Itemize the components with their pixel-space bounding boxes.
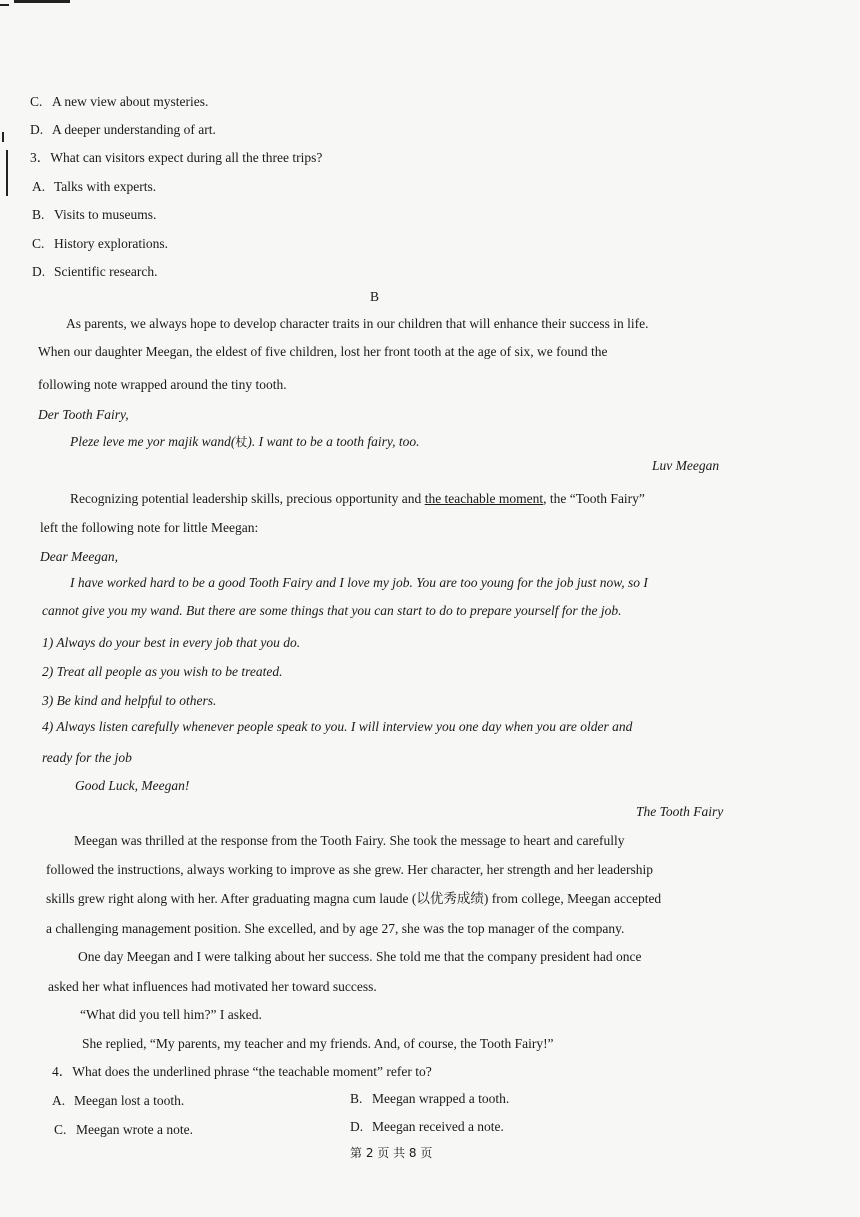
paragraph-3-line: a challenging management position. She excelled, and by age 27, she was the top manager of the company.	[46, 921, 625, 936]
note-2-item: 3) Be kind and helpful to others.	[42, 693, 217, 708]
note-2-item: 2) Treat all people as you wish to be treated.	[42, 664, 283, 679]
section-label: B	[370, 289, 380, 304]
note-2-closing: Good Luck, Meegan!	[75, 778, 190, 793]
option-q3-a: A. Talks with experts.	[32, 179, 157, 194]
option-q3-b: B. Visits to museums.	[32, 207, 157, 222]
note-2-item: 4) Always listen carefully whenever people speak to you. I will interview you one day when you are older and	[42, 719, 633, 734]
note-1-body: Pleze leve me yor majik wand(杖). I want to be a tooth fairy, too.	[70, 434, 420, 449]
paragraph-1-line: As parents, we always hope to develop character traits in our children that will enhance their success in life.	[66, 316, 649, 331]
scan-mark	[6, 150, 8, 196]
note-2-signature: The Tooth Fairy	[636, 804, 724, 819]
paragraph-2-line: Recognizing potential leadership skills, precious opportunity and the teachable moment, the “Tooth Fairy”	[70, 491, 645, 506]
option-q4-a: A. Meegan lost a tooth.	[52, 1093, 185, 1108]
scan-mark	[0, 4, 9, 6]
underlined-phrase: the teachable moment	[424, 491, 544, 506]
note-1-salutation: Der Tooth Fairy,	[38, 407, 129, 422]
note-2-salutation: Dear Meegan,	[40, 549, 118, 564]
paragraph-1-line: When our daughter Meegan, the eldest of five children, lost her front tooth at the age of six, we found the	[38, 344, 608, 359]
paragraph-2-line: left the following note for little Meegan:	[40, 520, 259, 535]
question-4-stem: 4．What does the underlined phrase “the teachable moment” refer to?	[52, 1064, 432, 1079]
option-q4-b: B. Meegan wrapped a tooth.	[350, 1091, 510, 1106]
option-q2-c: C. A new view about mysteries.	[30, 94, 209, 109]
scan-mark	[2, 132, 4, 142]
note-2-item-continuation: ready for the job	[42, 750, 132, 765]
note-1-signature: Luv Meegan	[652, 458, 720, 473]
paragraph-3-line: Meegan was thrilled at the response from the Tooth Fairy. She took the message to heart and carefully	[74, 833, 625, 848]
note-2-intro-line: cannot give you my wand. But there are some things that you can start to do to prepare yourself for the job.	[42, 603, 622, 618]
dialog-line: “What did you tell him?” I asked.	[80, 1007, 262, 1022]
question-3-stem: 3．What can visitors expect during all the three trips?	[30, 150, 323, 165]
paragraph-4-line: One day Meegan and I were talking about her success. She told me that the company president had once	[78, 949, 642, 964]
page-footer: 第 2 页 共 8 页	[350, 1146, 433, 1160]
paragraph-4-line: asked her what influences had motivated her toward success.	[48, 979, 377, 994]
option-q3-d: D. Scientific research.	[32, 264, 158, 279]
note-2-item: 1) Always do your best in every job that you do.	[42, 635, 301, 650]
note-2-intro-line: I have worked hard to be a good Tooth Fairy and I love my job. You are too young for the job just now, so I	[70, 575, 648, 590]
dialog-line: She replied, “My parents, my teacher and my friends. And, of course, the Tooth Fairy!”	[82, 1036, 554, 1051]
paragraph-1-line: following note wrapped around the tiny tooth.	[38, 377, 287, 392]
paragraph-3-line: followed the instructions, always working to improve as she grew. Her character, her strength and her leadership	[46, 862, 654, 877]
option-q4-d: D. Meegan received a note.	[350, 1119, 504, 1134]
paragraph-3-line: skills grew right along with her. After graduating magna cum laude (以优秀成绩) from college, Meegan accepted	[46, 891, 662, 906]
option-q4-c: C. Meegan wrote a note.	[54, 1122, 193, 1137]
option-q2-d: D. A deeper understanding of art.	[30, 122, 216, 137]
scan-mark	[14, 0, 70, 3]
option-q3-c: C. History explorations.	[32, 236, 168, 251]
